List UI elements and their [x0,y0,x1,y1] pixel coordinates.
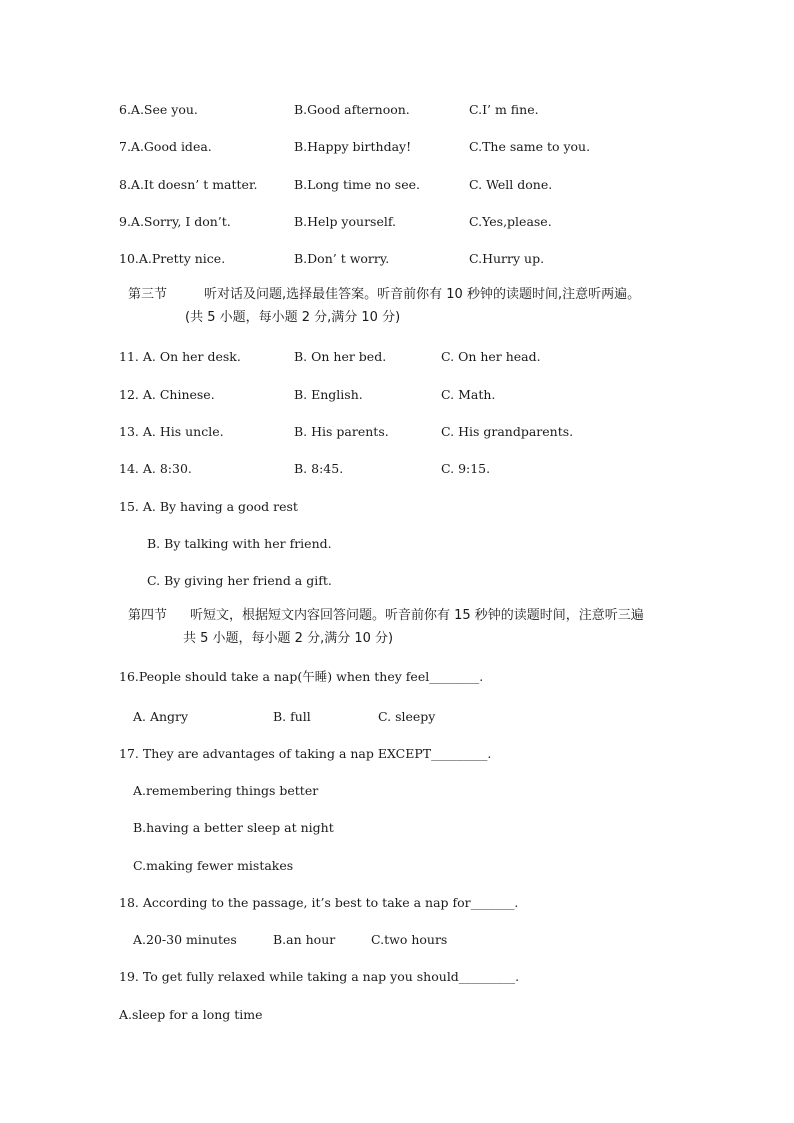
q15-option-a: 15. A. By having a good rest [119,499,298,514]
q11-option-c: C. On her head. [441,349,541,364]
q8-option-c: C. Well done. [469,177,553,192]
q14-option-b: B. 8:45. [294,461,344,476]
section4-title: 第四节 [128,608,168,623]
section3-instruction: 听对话及问题,选择最佳答案。听音前你有 10 秒钟的读题时间,注意听两遍。 [204,287,641,302]
q16-option-a: A. Angry [133,709,189,724]
section3-scoring: (共 5 小题，每小题 2 分,满分 10 分) [185,310,401,325]
q18-option-c: C.two hours [371,932,448,947]
q14-option-c: C. 9:15. [441,461,491,476]
q15-option-c: C. By giving her friend a gift. [147,573,332,588]
q17-stem: 17. They are advantages of taking a nap EXCEPT_________. [119,746,492,761]
q9-option-a: 9.A.Sorry, I don’t. [119,214,231,229]
section3-title: 第三节 [128,287,168,302]
q17-option-a: A.remembering things better [133,783,319,798]
section4-instruction: 听短文，根据短文内容回答问题。听音前你有 15 秒钟的读题时间，注意听三遍 [190,608,644,623]
q13-option-a: 13. A. His uncle. [119,424,224,439]
q6-option-a: 6.A.See you. [119,102,198,117]
q16-stem: 16.People should take a nap(午睡) when they feel________. [119,669,484,684]
q7-option-c: C.The same to you. [469,139,591,154]
section4-scoring: 共 5 小题，每小题 2 分,满分 10 分) [183,631,394,646]
q16-option-b: B. full [273,709,311,724]
q6-option-b: B.Good afternoon. [294,102,410,117]
q18-stem: 18. According to the passage, it’s best to take a nap for_______. [119,895,519,910]
q11-option-b: B. On her bed. [294,349,387,364]
q10-option-c: C.Hurry up. [469,251,545,266]
q12-option-a: 12. A. Chinese. [119,387,215,402]
q6-option-c: C.I’ m fine. [469,102,539,117]
q18-option-a: A.20-30 minutes [133,932,237,947]
q12-option-b: B. English. [294,387,363,402]
q13-option-c: C. His grandparents. [441,424,574,439]
q9-option-b: B.Help yourself. [294,214,397,229]
q18-option-b: B.an hour [273,932,336,947]
q12-option-c: C. Math. [441,387,496,402]
q10-option-b: B.Don’ t worry. [294,251,390,266]
q13-option-b: B. His parents. [294,424,389,439]
q9-option-c: C.Yes,please. [469,214,552,229]
q14-option-a: 14. A. 8:30. [119,461,192,476]
q10-option-a: 10.A.Pretty nice. [119,251,226,266]
q7-option-a: 7.A.Good idea. [119,139,212,154]
q17-option-b: B.having a better sleep at night [133,820,334,835]
q16-option-c: C. sleepy [378,709,436,724]
q17-option-c: C.making fewer mistakes [133,858,294,873]
q8-option-a: 8.A.It doesn’ t matter. [119,177,258,192]
q15-option-b: B. By talking with her friend. [147,536,332,551]
q19-stem: 19. To get fully relaxed while taking a nap you should_________. [119,969,520,984]
q19-option-a: A.sleep for a long time [119,1007,263,1022]
q11-option-a: 11. A. On her desk. [119,349,241,364]
q7-option-b: B.Happy birthday! [294,139,412,154]
q8-option-b: B.Long time no see. [294,177,420,192]
